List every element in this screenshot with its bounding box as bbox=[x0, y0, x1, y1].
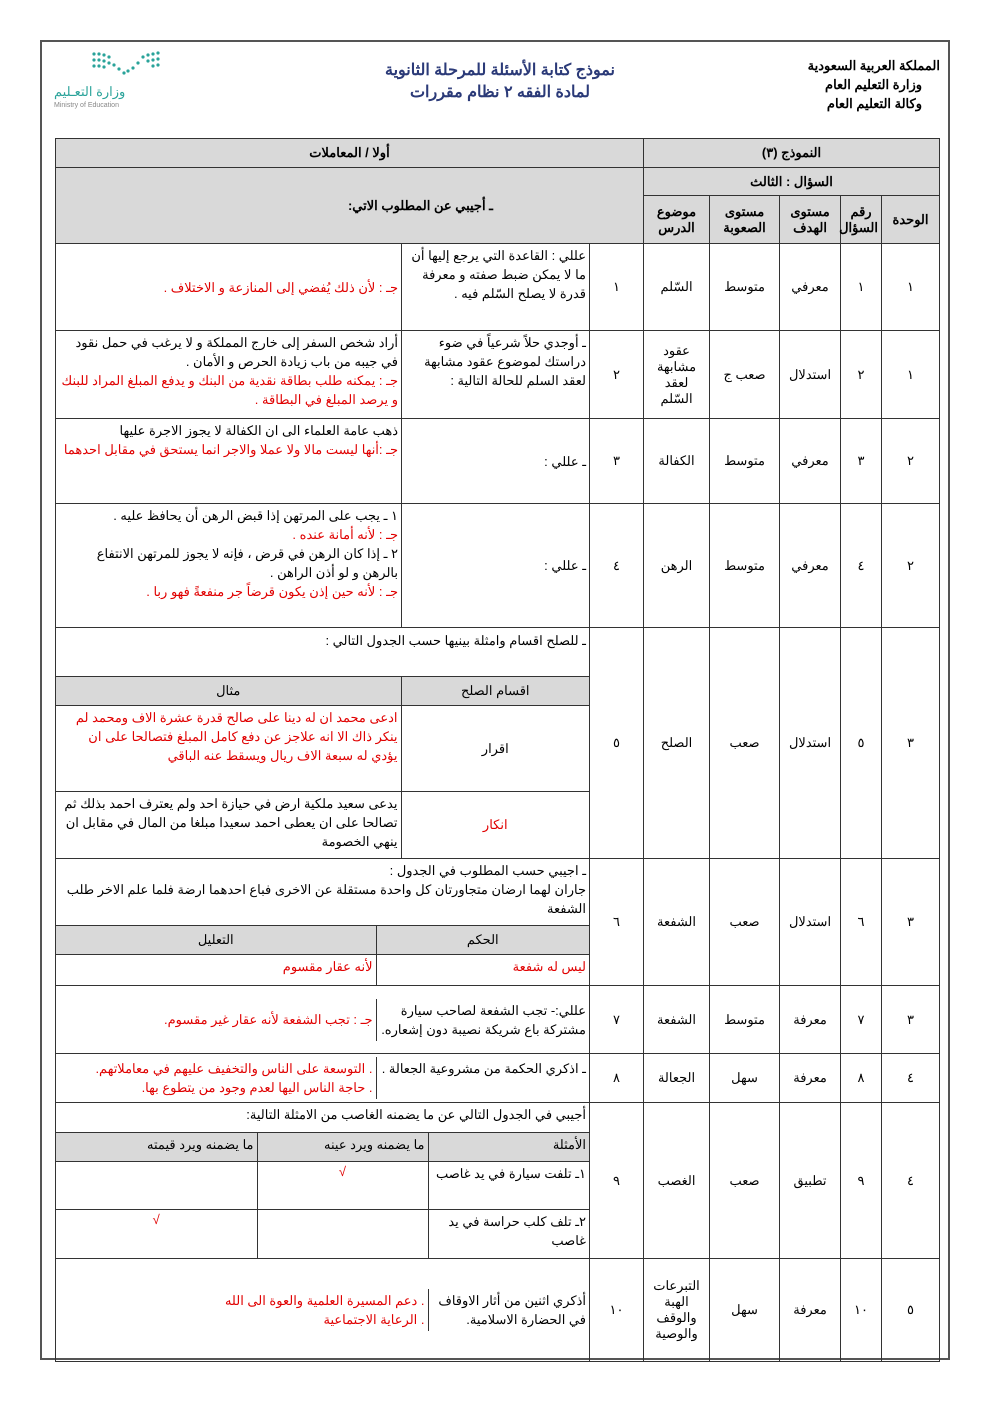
title-line-2: لمادة الفقه ٢ نظام مقررات bbox=[409, 84, 591, 101]
col-unit: الوحدة bbox=[882, 196, 940, 244]
table-row bbox=[56, 628, 940, 859]
org-line: وكالة التعليم العام bbox=[826, 96, 922, 111]
cell-goal: استدلال bbox=[780, 859, 841, 986]
sub-header: ما يضمنه ويرد قيمته bbox=[56, 1132, 257, 1161]
sulh-table bbox=[56, 629, 589, 858]
model-label: النموذج (٣) bbox=[644, 139, 940, 168]
logo-text-en: Ministry of Education bbox=[54, 102, 119, 109]
sub-header: اقسام الصلح bbox=[401, 677, 589, 706]
sub-header: ما يضمنه ويرد عينه bbox=[257, 1132, 428, 1161]
cell-unit: ٣ bbox=[882, 859, 940, 986]
cell-question: ـ اجيبي حسب المطلوب في الجدول : bbox=[389, 863, 586, 878]
table-row bbox=[56, 1259, 940, 1362]
case-text: جاران لهما ارضان متجاورتان كل واحدة مستقلة عن الاخرى فباع احدهما ارضة فلما علم الاخر طلب الشفعة bbox=[66, 882, 586, 916]
org-line: المملكة العربية السعودية bbox=[807, 58, 940, 73]
cell-topic: الرهن bbox=[644, 504, 710, 628]
cell-question: ـ أوجدي حلاً شرعياً في ضوء دراستك لموضوع عقود مشابهة لعقد السلم للحالة التالية : bbox=[402, 331, 590, 419]
cell-number: ٩ bbox=[590, 1103, 644, 1259]
cell-unit: ٢ bbox=[882, 504, 940, 628]
check-mark: √ bbox=[56, 1209, 257, 1258]
table-row bbox=[56, 504, 940, 628]
cell-number: ٣ bbox=[590, 419, 644, 504]
answer: ليس له شفعة bbox=[376, 954, 589, 985]
table-row bbox=[56, 331, 940, 419]
cell-topic: الشفعة bbox=[644, 986, 710, 1054]
logo-text-ar: وزارة التعـليم bbox=[54, 84, 126, 99]
cell-topic: الكفالة bbox=[644, 419, 710, 504]
case-text: ١ ـ يجب على المرتهن إذا قبض الرهن أن يحافظ عليه . bbox=[113, 508, 398, 523]
answer: . الرعاية الاجتماعية bbox=[323, 1312, 425, 1327]
cell-qnum: ٥ bbox=[841, 628, 882, 859]
cell-question: ـ اذكري الحكمة من مشروعية الجعالة . bbox=[376, 1057, 589, 1099]
cell-difficulty: صعب ج bbox=[710, 331, 780, 419]
cell-goal: استدلال bbox=[780, 628, 841, 859]
col-difficulty: مستوى الصعوبة bbox=[710, 196, 780, 244]
cell-question: عللي:- تجب الشفعة لصاحب سيارة مشتركة باع شريكة نصيبة دون إشعاره. bbox=[376, 999, 589, 1041]
cell-topic: الصلح bbox=[644, 628, 710, 859]
table-row bbox=[56, 986, 940, 1054]
cell-difficulty: صعب bbox=[710, 628, 780, 859]
document-title bbox=[330, 60, 670, 104]
cell-topic: التبرعات الهبة والوقف والوصية bbox=[644, 1259, 710, 1362]
cell-question: ـ للصلح اقسام وامثلة بينيها حسب الجدول التالي : bbox=[56, 629, 589, 677]
cell-topic: الغصب bbox=[644, 1103, 710, 1259]
cell-unit: ١ bbox=[882, 331, 940, 419]
cell-goal: تطبيق bbox=[780, 1103, 841, 1259]
cell-qnum: ١٠ bbox=[841, 1259, 882, 1362]
cell-number: ١٠ bbox=[590, 1259, 644, 1362]
questions-table bbox=[55, 138, 940, 1362]
cell-unit: ٣ bbox=[882, 986, 940, 1054]
ministry-logo bbox=[52, 48, 162, 113]
table-row bbox=[56, 244, 940, 331]
case-text: ذهب عامة العلماء الى ان الكفالة لا يجوز الاجرة عليها bbox=[119, 423, 398, 438]
cell-question: أجيبي في الجدول التالي عن ما يضمنه الغاصب من الامثلة التالية: bbox=[56, 1103, 589, 1132]
ghasb-table bbox=[56, 1103, 589, 1258]
cell-goal: معرفي bbox=[780, 244, 841, 331]
case-text: ٢ ـ إذا كان الرهن في قرض ، فإنه لا يجوز للمرتهن الانتفاع بالرهن و لو أذن الراهن . bbox=[96, 546, 398, 580]
cell-number: ٢ bbox=[590, 331, 644, 419]
sub-header: التعليل bbox=[56, 925, 376, 954]
answer: لأنه عقار مقسوم bbox=[56, 954, 376, 985]
cell-number: ٨ bbox=[590, 1054, 644, 1103]
instruction: ـ أجيبي عن المطلوب الاتي: bbox=[56, 168, 644, 244]
cell-qnum: ١ bbox=[841, 244, 882, 331]
section-title: أولا / المعاملات bbox=[56, 139, 644, 168]
answer: جـ : تجب الشفعة لأنه عقار غير مقسوم. bbox=[56, 999, 376, 1041]
answer: جـ : لأن ذلك يُفضي إلى المنازعة و الاختلاف . bbox=[163, 279, 398, 295]
cell-difficulty: متوسط bbox=[710, 986, 780, 1054]
sub-header: مثال bbox=[56, 677, 401, 706]
case-text: أراد شخص السفر إلى خارج المملكة و لا يرغب في حمل نقود في جيبه من باب زيادة الحرص و الأمان . bbox=[75, 335, 398, 369]
cell-difficulty: صعب bbox=[710, 859, 780, 986]
cell-goal: استدلال bbox=[780, 331, 841, 419]
sub-header: الحكم bbox=[376, 925, 589, 954]
cell-number: ٤ bbox=[590, 504, 644, 628]
answer: جـ :أنها ليست مالا ولا عملا والاجر انما يستحق في مقابل احدهما bbox=[63, 442, 398, 457]
table-row bbox=[56, 1103, 940, 1259]
table-row bbox=[56, 859, 940, 986]
col-goal: مستوى الهدف bbox=[780, 196, 841, 244]
cell-question: أذكري اثنين من أثار الاوقاف في الحضارة الاسلامية. bbox=[428, 1289, 589, 1331]
cell-unit: ٢ bbox=[882, 419, 940, 504]
cell-goal: معرفة bbox=[780, 1259, 841, 1362]
cell-topic: الجعالة bbox=[644, 1054, 710, 1103]
answer: ادعى محمد ان له دينا على صالح قدرة عشرة الاف ومحمد لم ينكر ذاك الا انه علاجز عن دفع كامل المبلغ فتصالحا على ان يؤدي له سبعة الاف ريال ويسقط عنه الباقي bbox=[56, 706, 401, 792]
answer: انكار bbox=[401, 792, 589, 858]
col-topic: موضوع الدرس bbox=[644, 196, 710, 244]
table-row bbox=[56, 419, 940, 504]
cell-difficulty: صعب bbox=[710, 1103, 780, 1259]
check-mark: √ bbox=[257, 1161, 428, 1209]
cell-question: عللي : القاعدة التي يرجع إليها أن ما لا يمكن ضبط صفته و معرفة قدرة لا يصلح السّلم فيه . bbox=[402, 244, 590, 331]
cell-qnum: ٦ bbox=[841, 859, 882, 986]
answer: جـ : يمكنه طلب بطاقة نقدية من البنك و يدفع المبلغ المراد للبنك و يرصد المبلغ في البطاقة . bbox=[61, 373, 398, 407]
answer: جـ : لأنه أمانة عنده . bbox=[292, 527, 398, 542]
org-line: وزارة التعليم العام bbox=[825, 77, 922, 92]
cell-difficulty: سهل bbox=[710, 1054, 780, 1103]
cell-goal: معرفي bbox=[780, 419, 841, 504]
title-line-1: نموذج كتابة الأسئلة للمرحلة الثانوية bbox=[384, 62, 616, 79]
cell-number: ٦ bbox=[590, 859, 644, 986]
cell-unit: ٤ bbox=[882, 1054, 940, 1103]
cell-qnum: ٢ bbox=[841, 331, 882, 419]
shufaa-table bbox=[56, 859, 589, 985]
cell-qnum: ٧ bbox=[841, 986, 882, 1054]
cell-question: ـ عللي : bbox=[402, 419, 590, 504]
answer: جـ : لأنه حين إذن يكون قرضاً جر منفعةً فهو ربا . bbox=[146, 584, 398, 599]
cell-qnum: ٣ bbox=[841, 419, 882, 504]
col-qnum: رقم السؤال bbox=[841, 196, 882, 244]
cell-number: ٧ bbox=[590, 986, 644, 1054]
cell-difficulty: متوسط bbox=[710, 504, 780, 628]
logo-dots-icon bbox=[90, 50, 162, 78]
answer: . حاجة الناس اليها لعدم وجود من يتطوع بها. bbox=[141, 1080, 373, 1095]
sub-header: الأمثلة bbox=[428, 1132, 589, 1161]
cell-qnum: ٨ bbox=[841, 1054, 882, 1103]
cell-topic: عقود مشابهة لعقد السّلم bbox=[644, 331, 710, 419]
cell-unit: ٥ bbox=[882, 1259, 940, 1362]
cell-difficulty: متوسط bbox=[710, 244, 780, 331]
question-label: السؤال : الثالث bbox=[644, 168, 940, 196]
cell-difficulty: سهل bbox=[710, 1259, 780, 1362]
cell-question: ـ عللي : bbox=[402, 504, 590, 628]
sub-cell: اقرار bbox=[401, 706, 589, 792]
cell-goal: معرفة bbox=[780, 1054, 841, 1103]
cell-topic: الشفعة bbox=[644, 859, 710, 986]
cell-unit: ٤ bbox=[882, 1103, 940, 1259]
cell-number: ٥ bbox=[590, 628, 644, 859]
cell-qnum: ٩ bbox=[841, 1103, 882, 1259]
cell-goal: معرفي bbox=[780, 504, 841, 628]
cell-unit: ٣ bbox=[882, 628, 940, 859]
cell-topic: السّلم bbox=[644, 244, 710, 331]
org-header bbox=[808, 56, 940, 113]
cell-unit: ١ bbox=[882, 244, 940, 331]
cell-qnum: ٤ bbox=[841, 504, 882, 628]
cell-goal: معرفة bbox=[780, 986, 841, 1054]
table-row bbox=[56, 1054, 940, 1103]
cell-number: ١ bbox=[590, 244, 644, 331]
example: ١ـ تلفت سيارة في يد غاصب bbox=[428, 1161, 589, 1209]
example: ٢ـ تلف كلب حراسة في يد غاصب bbox=[428, 1209, 589, 1258]
answer: . دعم المسيرة العلمية والعوة الى الله bbox=[224, 1293, 425, 1308]
answer: . التوسعة على الناس والتخفيف عليهم في معاملاتهم. bbox=[95, 1061, 373, 1076]
cell-difficulty: متوسط bbox=[710, 419, 780, 504]
sub-cell: يدعى سعيد ملكية ارض في حيازة احد ولم يعترف احمد بذلك ثم تصالحا على ان يعطى احمد سعيدا مبلغا من المال في مقابل ان ينهي الخصومة bbox=[56, 792, 401, 858]
